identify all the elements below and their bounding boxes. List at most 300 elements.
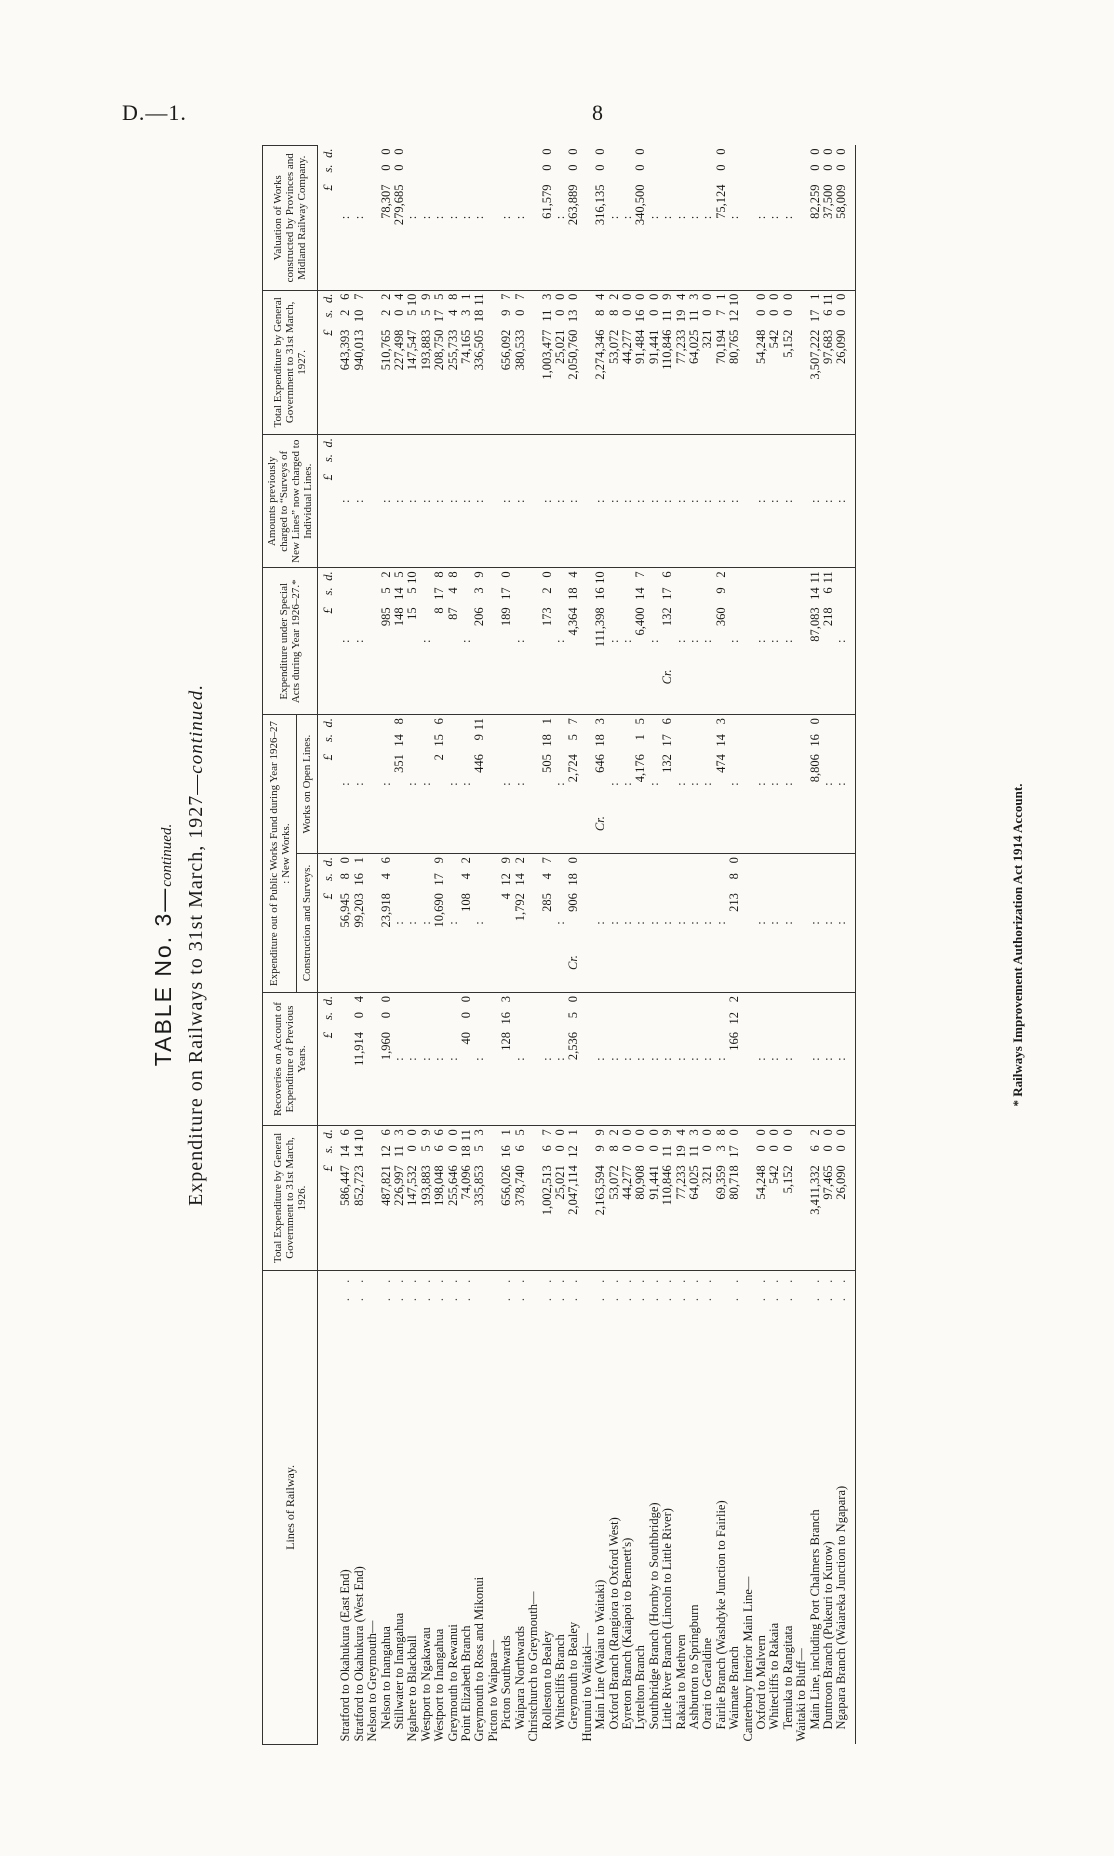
amount-pounds: 80,718 bbox=[727, 1165, 742, 1200]
amount-pence: 0 bbox=[713, 148, 728, 155]
amount-pence: 9 bbox=[593, 1129, 608, 1136]
empty-cell bbox=[366, 992, 379, 1125]
amount-pounds: 208,750 bbox=[432, 329, 447, 371]
leader-dots: . . bbox=[499, 1273, 514, 1302]
amount-cell-valuation bbox=[835, 146, 855, 291]
amount-shillings: 5 bbox=[566, 734, 581, 741]
railway-line-name bbox=[621, 1270, 634, 1744]
leader-dots: . . bbox=[566, 1273, 581, 1302]
table-row bbox=[473, 146, 486, 1745]
amount-shillings: 3 bbox=[713, 1145, 728, 1152]
table-row bbox=[514, 146, 527, 1745]
ditto-cell-valuation: : bbox=[755, 146, 768, 291]
amount-cell-total-1927 bbox=[447, 290, 460, 435]
ditto-cell-special: : bbox=[621, 568, 634, 715]
amount-shillings: 4 bbox=[539, 873, 554, 880]
amount-cell-total-1926 bbox=[755, 1126, 768, 1271]
ditto-cell-open-lines: : bbox=[500, 715, 513, 854]
amount-shillings: 0 bbox=[392, 309, 407, 316]
table-row bbox=[648, 146, 661, 1745]
amount-pence: 1 bbox=[351, 857, 366, 864]
units-cell bbox=[318, 146, 340, 291]
amount-cell-total-1927 bbox=[406, 290, 419, 435]
group-heading-row bbox=[581, 146, 594, 1745]
amount-pounds: 8 bbox=[432, 607, 447, 614]
amount-cell-total-1926 bbox=[688, 1126, 701, 1271]
ditto-cell-open-lines: : bbox=[460, 715, 473, 854]
ditto-cell-valuation: : bbox=[339, 146, 352, 291]
amount bbox=[728, 1129, 741, 1267]
table-row bbox=[755, 146, 768, 1745]
amount bbox=[608, 294, 621, 432]
amount-pence: 2 bbox=[459, 857, 474, 864]
amount-cell-total-1927 bbox=[701, 290, 714, 435]
ditto-cell-previously: : bbox=[541, 435, 554, 568]
amount-cell-special bbox=[500, 568, 513, 715]
amount-pounds: 61,579 bbox=[539, 184, 554, 219]
railway-line-name bbox=[500, 1270, 513, 1744]
amount-cell-total-1926 bbox=[393, 1126, 406, 1271]
empty-cell bbox=[795, 290, 808, 435]
amount bbox=[433, 718, 446, 850]
unit-label: £ bbox=[321, 474, 335, 481]
amount-pence: 11 bbox=[472, 293, 487, 306]
amount-shillings: 9 bbox=[713, 587, 728, 594]
ditto-cell-previously: : bbox=[514, 435, 527, 568]
amount bbox=[634, 1129, 647, 1267]
amount-pence: 4 bbox=[673, 293, 688, 300]
amount-shillings: 8 bbox=[727, 873, 742, 880]
unit-label: £ bbox=[321, 329, 335, 336]
ditto-cell-special: : bbox=[688, 568, 701, 715]
amount-pounds: 586,447 bbox=[338, 1165, 353, 1206]
ditto-cell-special: : bbox=[608, 568, 621, 715]
amount-shillings: 6 bbox=[807, 1145, 822, 1152]
amount bbox=[567, 996, 580, 1122]
amount-shillings: 0 bbox=[646, 1145, 661, 1152]
amount-pounds: 263,889 bbox=[566, 184, 581, 226]
ditto-cell-recoveries: : bbox=[406, 992, 419, 1125]
line-name-text: Stratford to Okahukura (West End) bbox=[351, 1566, 366, 1742]
ditto-cell-open-lines: : bbox=[782, 715, 795, 854]
amount bbox=[634, 718, 647, 850]
amount-shillings: 5 bbox=[405, 587, 420, 594]
line-name-text: Christchurch to Greymouth— bbox=[526, 1591, 541, 1742]
amount-pence: 5 bbox=[432, 293, 447, 300]
amount bbox=[782, 294, 795, 432]
amount-shillings: 9 bbox=[472, 734, 487, 741]
amount-pence: 2 bbox=[606, 1129, 621, 1136]
credit-prefix: Cr. bbox=[660, 669, 675, 685]
amount-pounds: 26,090 bbox=[834, 1165, 849, 1200]
amount-pounds: 132 bbox=[660, 607, 675, 627]
amount-pounds: 110,846 bbox=[660, 329, 675, 370]
ditto-cell-open-lines: : bbox=[621, 715, 634, 854]
amount bbox=[353, 1129, 366, 1267]
amount-pounds: 656,026 bbox=[499, 1165, 514, 1206]
amount-shillings: 6 bbox=[432, 1145, 447, 1152]
line-name-text: Main Line, including Port Chalmers Branch bbox=[807, 1509, 822, 1730]
amount bbox=[782, 1129, 795, 1267]
amount-pence: 0 bbox=[767, 1129, 782, 1136]
amount-shillings: 0 bbox=[834, 164, 849, 171]
line-name-text: Waipara Northwards bbox=[512, 1626, 527, 1730]
ditto-cell-previously: : bbox=[460, 435, 473, 568]
ditto-cell-previously: : bbox=[500, 435, 513, 568]
amount-shillings: 4 bbox=[459, 873, 474, 880]
amount-pence: 0 bbox=[700, 293, 715, 300]
amount-shillings: 0 bbox=[392, 164, 407, 171]
amount-cell-total-1926 bbox=[473, 1126, 486, 1271]
table-row bbox=[782, 146, 795, 1745]
amount-cell-special bbox=[406, 568, 419, 715]
amount-pounds: 26,090 bbox=[834, 329, 849, 364]
amount-pence: 11 bbox=[807, 571, 822, 584]
amount-shillings: 5 bbox=[418, 1145, 433, 1152]
credit-prefix: Cr. bbox=[593, 816, 608, 832]
amount-cell-open-lines bbox=[393, 715, 406, 854]
units bbox=[322, 718, 335, 850]
amount bbox=[567, 718, 580, 850]
amount-pence: 11 bbox=[821, 571, 836, 584]
line-name-text: Hurunui to Waitaki— bbox=[579, 1633, 594, 1742]
amount-pence: 11 bbox=[472, 718, 487, 731]
railway-line-name bbox=[527, 1270, 540, 1744]
amount-pence: 0 bbox=[807, 718, 822, 725]
amount-cell-total-1926 bbox=[768, 1126, 781, 1271]
amount-pence: 0 bbox=[834, 1129, 849, 1136]
line-name-text: Stillwater to Inangahua bbox=[392, 1612, 407, 1730]
amount-cell-total-1927 bbox=[608, 290, 621, 435]
amount-pounds: 132 bbox=[660, 754, 675, 773]
leader-dots: . . bbox=[660, 1273, 675, 1302]
amount-cell-total-1927 bbox=[380, 290, 393, 435]
amount bbox=[500, 294, 513, 432]
unit-label: d. bbox=[321, 293, 335, 303]
amount-pence: 2 bbox=[606, 293, 621, 300]
amount-pounds: 193,883 bbox=[418, 329, 433, 371]
amount bbox=[406, 571, 419, 711]
amount-cell-construction bbox=[567, 854, 580, 993]
line-name-text: Eyreton Branch (Kaiapoi to Bennett's) bbox=[619, 1537, 634, 1730]
ditto-cell-previously: : bbox=[835, 435, 855, 568]
amount-pence: 1 bbox=[566, 1129, 581, 1136]
amount bbox=[809, 571, 822, 711]
amount bbox=[835, 1129, 848, 1267]
amount bbox=[393, 294, 406, 432]
ditto-cell-open-lines: : bbox=[514, 715, 527, 854]
amount-pence: 9 bbox=[418, 1129, 433, 1136]
ditto-cell-previously: : bbox=[782, 435, 795, 568]
ditto-cell-recoveries: : bbox=[634, 992, 647, 1125]
amount-cell-open-lines bbox=[809, 715, 822, 854]
ditto-cell-recoveries: : bbox=[621, 992, 634, 1125]
amount-shillings: 0 bbox=[539, 164, 554, 171]
group-heading-row bbox=[527, 146, 540, 1745]
amount-pounds: 2,724 bbox=[566, 754, 581, 783]
line-name-text: Lyttelton Branch bbox=[633, 1645, 648, 1730]
amount-pence: 3 bbox=[472, 1129, 487, 1136]
amount-cell-special bbox=[715, 568, 728, 715]
amount-cell-open-lines bbox=[541, 715, 554, 854]
amount-shillings: 16 bbox=[633, 309, 648, 323]
ditto-cell-valuation: : bbox=[447, 146, 460, 291]
amount-shillings: 0 bbox=[834, 1145, 849, 1152]
amount-pence: 3 bbox=[593, 718, 608, 725]
amount-shillings: 0 bbox=[512, 309, 527, 316]
amount-pence: 6 bbox=[338, 293, 353, 300]
amount-shillings: 17 bbox=[432, 873, 447, 886]
unit-label: s. bbox=[321, 164, 335, 173]
amount-pence: 2 bbox=[727, 995, 742, 1003]
amount-cell-total-1927 bbox=[460, 290, 473, 435]
unit-label: £ bbox=[321, 1165, 335, 1172]
header-valuation: Valuation of Works constructed by Provinces and Midland Railway Company. bbox=[263, 146, 318, 291]
ditto-cell-previously: : bbox=[634, 435, 647, 568]
empty-cell bbox=[581, 715, 594, 854]
ditto-cell-valuation: : bbox=[675, 146, 688, 291]
amount-shillings: 16 bbox=[351, 873, 366, 886]
amount-pounds: 64,025 bbox=[686, 329, 701, 364]
amount-pounds: 37,500 bbox=[821, 184, 836, 219]
header-special-acts: Expenditure under Special Acts during Year 1926–27.* bbox=[263, 568, 318, 715]
ditto-cell-construction: : bbox=[420, 854, 433, 993]
railway-line-name bbox=[433, 1270, 446, 1744]
empty-cell bbox=[527, 992, 540, 1125]
amount-pence: 0 bbox=[633, 148, 648, 155]
amount-pence: 7 bbox=[633, 571, 648, 578]
amount-pence: 9 bbox=[418, 293, 433, 300]
amount-shillings: 5 bbox=[378, 587, 393, 594]
table-row bbox=[621, 146, 634, 1745]
table-row bbox=[554, 146, 567, 1745]
header-total-1926: Total Expenditure by General Government to 31st March, 1926. bbox=[263, 1126, 318, 1271]
line-name-text: Canterbury Interior Main Line— bbox=[740, 1576, 755, 1742]
amount-shillings: 11 bbox=[686, 309, 701, 322]
amount-pounds: 646 bbox=[593, 754, 608, 773]
railway-line-name bbox=[554, 1270, 567, 1744]
amount-pence: 0 bbox=[780, 1129, 795, 1136]
amount-pounds: 321 bbox=[700, 1165, 715, 1184]
amount bbox=[500, 996, 513, 1122]
amount-shillings: 0 bbox=[780, 1145, 795, 1152]
amount-pence: 10 bbox=[405, 293, 420, 307]
empty-cell bbox=[527, 715, 540, 854]
amount-shillings: 18 bbox=[472, 309, 487, 323]
amount bbox=[648, 294, 661, 432]
unit-label: s. bbox=[321, 1145, 335, 1154]
amount-pence: 7 bbox=[512, 293, 527, 300]
amount-shillings: 16 bbox=[593, 587, 608, 600]
amount-pence: 0 bbox=[378, 995, 393, 1003]
amount-pence: 9 bbox=[660, 293, 675, 300]
amount-shillings: 7 bbox=[713, 309, 728, 316]
table-row bbox=[661, 146, 674, 1745]
ditto-cell-construction: : bbox=[554, 854, 567, 993]
amount-pence: 0 bbox=[392, 148, 407, 155]
leader-dots: . . bbox=[700, 1273, 715, 1302]
amount-shillings: 2 bbox=[539, 587, 554, 594]
amount-shillings: 18 bbox=[593, 734, 608, 747]
amount-pounds: 80,908 bbox=[633, 1165, 648, 1200]
amount-cell-total-1926 bbox=[567, 1126, 580, 1271]
amount-shillings: 11 bbox=[686, 1145, 701, 1158]
empty-cell bbox=[742, 146, 755, 291]
leader-dots: . . bbox=[686, 1273, 701, 1302]
amount-pounds: 128 bbox=[499, 1031, 514, 1051]
amount-shillings: 0 bbox=[378, 164, 393, 171]
ditto-cell-construction: : bbox=[822, 854, 835, 993]
amount-pounds: 91,441 bbox=[646, 329, 661, 364]
amount-pounds: 2,536 bbox=[566, 1031, 581, 1061]
amount-pence: 8 bbox=[432, 571, 447, 578]
amount-pounds: 542 bbox=[767, 329, 782, 349]
ditto-cell-previously: : bbox=[433, 435, 446, 568]
amount bbox=[567, 1129, 580, 1267]
amount-pence: 9 bbox=[660, 1129, 675, 1136]
amount-shillings: 12 bbox=[566, 1145, 581, 1158]
amount-pence: 0 bbox=[700, 1129, 715, 1136]
railway-line-name bbox=[406, 1270, 419, 1744]
amount-pounds: 510,765 bbox=[378, 329, 393, 371]
amount-pence: 2 bbox=[512, 857, 527, 864]
ditto-cell-previously: : bbox=[594, 435, 607, 568]
amount bbox=[594, 718, 607, 850]
amount-shillings: 0 bbox=[713, 164, 728, 171]
amount bbox=[675, 294, 688, 432]
table-row bbox=[701, 146, 714, 1745]
page-reference: D.—1. bbox=[122, 100, 187, 125]
amount-shillings: 6 bbox=[539, 1145, 554, 1152]
line-name-text: Fairlie Branch (Washdyke Junction to Fairlie) bbox=[713, 1500, 728, 1730]
amount-cell-valuation bbox=[634, 146, 647, 291]
amount-shillings: 0 bbox=[633, 1145, 648, 1152]
amount-cell-total-1926 bbox=[728, 1126, 741, 1271]
railway-line-name bbox=[755, 1270, 768, 1744]
amount bbox=[473, 718, 486, 850]
amount-shillings: 18 bbox=[566, 873, 581, 886]
amount-pence: 1 bbox=[713, 293, 728, 300]
amount-shillings: 14 bbox=[512, 873, 527, 886]
amount-pounds: 505 bbox=[539, 754, 554, 773]
amount-pence: 3 bbox=[499, 995, 514, 1003]
amount-cell-total-1927 bbox=[393, 290, 406, 435]
ditto-cell-open-lines: : bbox=[608, 715, 621, 854]
ditto-cell-valuation: : bbox=[728, 146, 741, 291]
amount-pounds: 44,277 bbox=[619, 329, 634, 364]
amount-pence: 0 bbox=[539, 571, 554, 578]
leader-dots: . . bbox=[646, 1273, 661, 1302]
ditto-cell-previously: : bbox=[406, 435, 419, 568]
leader-dots: . . bbox=[351, 1273, 366, 1302]
empty-cell bbox=[795, 715, 808, 854]
amount-pence: 11 bbox=[821, 293, 836, 306]
amount-pence: 1 bbox=[539, 718, 554, 725]
amount-shillings: 0 bbox=[405, 1145, 420, 1152]
empty-cell bbox=[366, 568, 379, 715]
units bbox=[322, 571, 335, 711]
amount-pence: 0 bbox=[727, 1129, 742, 1136]
empty-cell bbox=[527, 290, 540, 435]
amount-shillings: 17 bbox=[432, 309, 447, 323]
amount-pence: 4 bbox=[593, 293, 608, 300]
amount-shillings: 8 bbox=[606, 309, 621, 316]
amount bbox=[353, 996, 366, 1122]
ditto-cell-recoveries: : bbox=[541, 992, 554, 1125]
ditto-cell-recoveries: : bbox=[768, 992, 781, 1125]
amount-pence: 8 bbox=[713, 1129, 728, 1136]
footnote: * Railways Improvement Authorization Act 1914 Account. bbox=[1010, 783, 1025, 1107]
amount bbox=[541, 718, 554, 850]
amount-pounds: 255,733 bbox=[445, 329, 460, 371]
empty-cell bbox=[581, 146, 594, 291]
amount bbox=[822, 294, 835, 432]
amount-shillings: 8 bbox=[593, 309, 608, 316]
leader-dots: . . bbox=[633, 1273, 648, 1302]
railway-line-name bbox=[809, 1270, 822, 1744]
amount-shillings: 0 bbox=[351, 1011, 366, 1019]
leader-dots: . . bbox=[673, 1273, 688, 1302]
amount bbox=[567, 294, 580, 432]
amount-cell-total-1926 bbox=[675, 1126, 688, 1271]
ditto-cell-valuation: : bbox=[621, 146, 634, 291]
table-row bbox=[353, 146, 366, 1745]
amount-shillings: 12 bbox=[378, 1145, 393, 1158]
amount-cell-construction bbox=[500, 854, 513, 993]
amount bbox=[809, 294, 822, 432]
table-row bbox=[594, 146, 607, 1745]
leader-dots: . . bbox=[512, 1273, 527, 1302]
railway-line-name bbox=[675, 1270, 688, 1744]
amount bbox=[393, 1129, 406, 1267]
leader-dots: . . bbox=[392, 1273, 407, 1302]
ditto-cell-valuation: : bbox=[420, 146, 433, 291]
amount-shillings: 8 bbox=[606, 1145, 621, 1152]
line-name-text: Westport to Inangahua bbox=[432, 1628, 447, 1742]
line-name-text: Westport to Ngakawau bbox=[418, 1627, 433, 1742]
ditto-cell-recoveries: : bbox=[661, 992, 674, 1125]
ditto-cell-construction: : bbox=[393, 854, 406, 993]
railway-line-name bbox=[742, 1270, 755, 1744]
units-cell bbox=[318, 715, 340, 854]
amount-pounds: 147,532 bbox=[405, 1165, 420, 1206]
amount bbox=[688, 294, 701, 432]
amount-cell-construction bbox=[514, 854, 527, 993]
ditto-cell-construction: : bbox=[675, 854, 688, 993]
amount-pounds: 58,009 bbox=[834, 184, 849, 219]
railway-line-name bbox=[715, 1270, 728, 1744]
amount bbox=[768, 1129, 781, 1267]
amount-shillings: 1 bbox=[633, 734, 648, 741]
amount-pence: 3 bbox=[392, 1129, 407, 1136]
amount-pounds: 1,792 bbox=[512, 893, 527, 922]
ditto-cell-previously: : bbox=[393, 435, 406, 568]
amount-pence: 4 bbox=[351, 995, 366, 1003]
railway-line-name bbox=[594, 1270, 607, 1744]
railway-expenditure-table bbox=[262, 145, 856, 1745]
amount-pounds: 82,259 bbox=[807, 184, 822, 219]
railway-line-name bbox=[567, 1270, 580, 1744]
leader-dots: . . bbox=[459, 1273, 474, 1302]
railway-line-name bbox=[701, 1270, 714, 1744]
table-row bbox=[822, 146, 835, 1745]
amount-pence: 3 bbox=[713, 718, 728, 725]
amount-shillings: 0 bbox=[619, 309, 634, 316]
amount-pounds: 25,021 bbox=[552, 1165, 567, 1200]
amount-pence: 10 bbox=[351, 1129, 366, 1142]
ditto-cell-construction: : bbox=[594, 854, 607, 993]
amount-shillings: 3 bbox=[459, 309, 474, 316]
